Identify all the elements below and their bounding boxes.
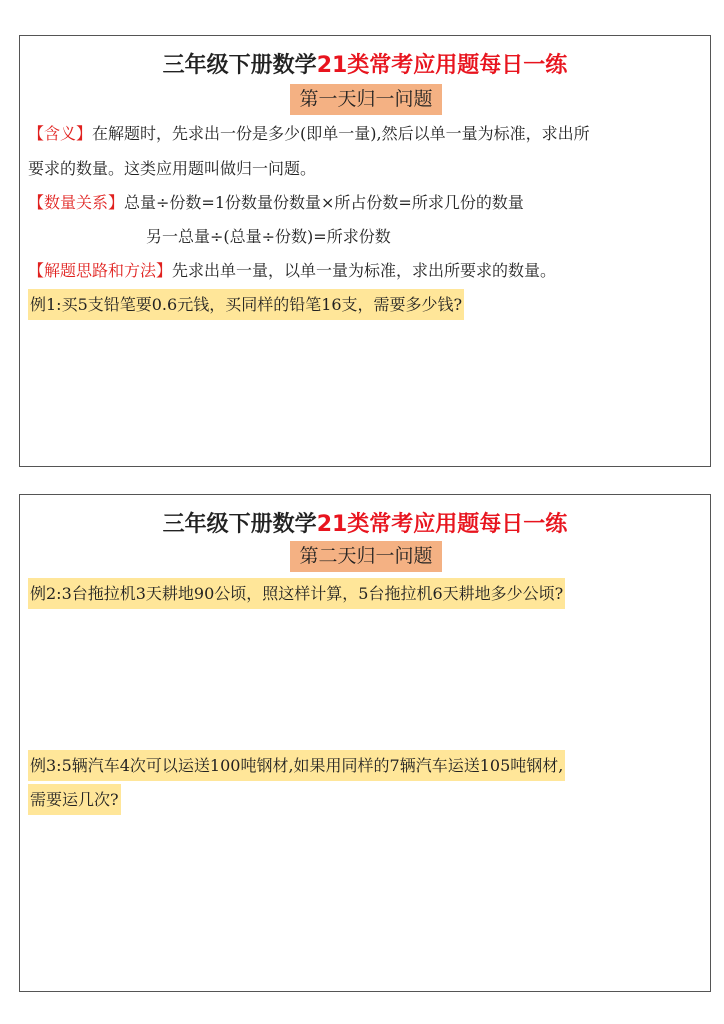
example-3-line-1 (28, 755, 565, 777)
meaning-label: 【含义】 (28, 124, 93, 143)
relation-line-2: 另一总量÷(总量÷份数)=所求份数 (146, 227, 391, 246)
day-subtitle: 第一天归一问题 (290, 84, 442, 115)
example-1 (28, 294, 464, 316)
example-3-text-1: 例3:5辆汽车4次可以运送100吨钢材,如果用同样的7辆汽车运送105吨钢材, (28, 750, 565, 781)
page-title (20, 48, 710, 79)
method-text: 先求出单一量，以单一量为标准，求出所要求的数量。 (172, 261, 557, 280)
example-2 (28, 583, 565, 605)
example-3-text-2: 需要运几次? (28, 784, 121, 815)
example-1-text: 例1:买5支铅笔要0.6元钱，买同样的铅笔16支，需要多少钱? (28, 289, 464, 320)
example-2-text: 例2:3台拖拉机3天耕地90公顷，照这样计算，5台拖拉机6天耕地多少公顷? (28, 578, 565, 609)
page-title (20, 507, 710, 538)
relation-text: 总量÷份数=1份数量份数量×所占份数=所求几份的数量 (124, 193, 524, 212)
day-subtitle: 第二天归一问题 (290, 541, 442, 572)
meaning-line-2: 要求的数量。这类应用题叫做归一问题。 (28, 159, 317, 178)
title-black: 三年级下册数学 (162, 53, 317, 78)
meaning-text: 在解题时，先求出一份是多少(即单一量),然后以单一量为标准，求出所 (92, 124, 590, 143)
example-3-line-2 (28, 789, 121, 811)
page-card-day-1 (19, 35, 711, 467)
relation-line-1 (28, 192, 524, 214)
page-card-day-2 (19, 494, 711, 992)
method-line (28, 260, 556, 282)
title-red: 21类常考应用题每日一练 (316, 53, 568, 78)
method-label: 【解题思路和方法】 (28, 261, 173, 280)
title-red: 21类常考应用题每日一练 (316, 512, 568, 537)
meaning-line-1 (28, 123, 590, 145)
title-black: 三年级下册数学 (162, 512, 317, 537)
relation-label: 【数量关系】 (28, 193, 125, 212)
